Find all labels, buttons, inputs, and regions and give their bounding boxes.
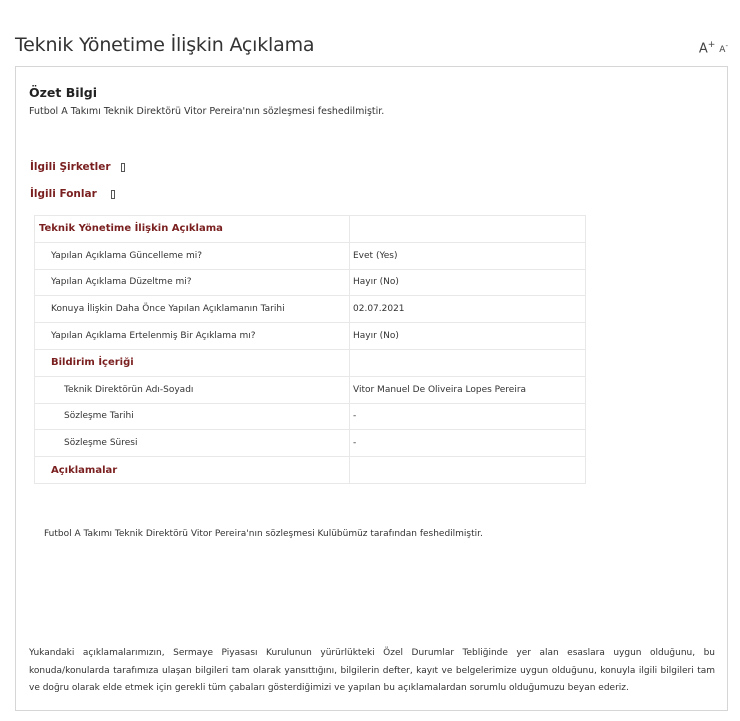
font-decrease-button[interactable] — [719, 42, 728, 55]
expand-box-icon — [121, 163, 125, 172]
font-increase-label: A — [698, 41, 708, 57]
notification-title: Bildirim İçeriği — [35, 349, 350, 376]
summary-heading: Özet Bilgi — [29, 85, 98, 100]
plus-icon: + — [707, 40, 716, 50]
section-title: Teknik Yönetime İlişkin Açıklama — [35, 216, 350, 243]
notification-section-row — [35, 349, 586, 376]
font-decrease-label: A — [719, 45, 726, 56]
table-row — [35, 430, 586, 457]
disclaimer-text: Yukandaki açıklamalarımızın, Sermaye Piyasası Kurulunun yürürlükteki Özel Durumlar Tebliğinde yer alan esaslara uygun olduğunu, bu konuda/konularda tarafımıza ulaşan bilgileri tam olarak yansıttığını, bilgilerin defter, kayıt ve belgelerimize uygun olduğunu, konuyla ilgili bilgileri tam ve doğru olarak elde etmek için gerekli tüm çabaları gösterdiğimizi ve yapılan bu açıklamalardan sorumlu olduğumuzu beyan ederiz. — [29, 648, 715, 693]
minus-icon: - — [725, 42, 728, 51]
row-value: Evet (Yes) — [350, 242, 586, 269]
table-row — [35, 403, 586, 430]
expand-box-icon — [111, 190, 115, 199]
explanations-section-row — [35, 457, 586, 484]
row-value: - — [350, 403, 586, 430]
table-section-row — [35, 216, 586, 243]
row-label: Sözleşme Tarihi — [35, 403, 350, 430]
table-row — [35, 296, 586, 323]
related-companies-toggle[interactable] — [30, 161, 125, 173]
table-row — [35, 242, 586, 269]
row-label: Konuya İlişkin Daha Önce Yapılan Açıklamanın Tarihi — [35, 296, 350, 323]
row-label: Yapılan Açıklama Düzeltme mi? — [35, 269, 350, 296]
page-title: Teknik Yönetime İlişkin Açıklama — [15, 34, 315, 56]
related-funds-toggle[interactable] — [30, 188, 115, 200]
row-value: 02.07.2021 — [350, 296, 586, 323]
related-funds-label: İlgili Fonlar — [30, 188, 97, 200]
row-label: Yapılan Açıklama Güncelleme mi? — [35, 242, 350, 269]
row-value: Hayır (No) — [350, 269, 586, 296]
row-value: Hayır (No) — [350, 323, 586, 350]
related-companies-label: İlgili Şirketler — [30, 161, 111, 173]
summary-text: Futbol A Takımı Teknik Direktörü Vitor Pereira'nın sözleşmesi feshedilmiştir. — [29, 106, 385, 117]
row-label: Yapılan Açıklama Ertelenmiş Bir Açıklama mı? — [35, 323, 350, 350]
row-value: - — [350, 430, 586, 457]
font-increase-button[interactable] — [699, 40, 715, 56]
row-label: Teknik Direktörün Adı-Soyadı — [35, 376, 350, 403]
explanations-title: Açıklamalar — [35, 457, 350, 484]
row-label: Sözleşme Süresi — [35, 430, 350, 457]
explanation-text: Futbol A Takımı Teknik Direktörü Vitor Pereira'nın sözleşmesi Kulübümüz tarafından feshedilmiştir. — [44, 529, 483, 539]
font-size-controls — [699, 40, 728, 56]
table-row — [35, 376, 586, 403]
table-row — [35, 269, 586, 296]
disclosure-table — [34, 215, 586, 484]
row-value: Vitor Manuel De Oliveira Lopes Pereira — [350, 376, 586, 403]
table-row — [35, 323, 586, 350]
disclosure-panel — [15, 66, 728, 711]
